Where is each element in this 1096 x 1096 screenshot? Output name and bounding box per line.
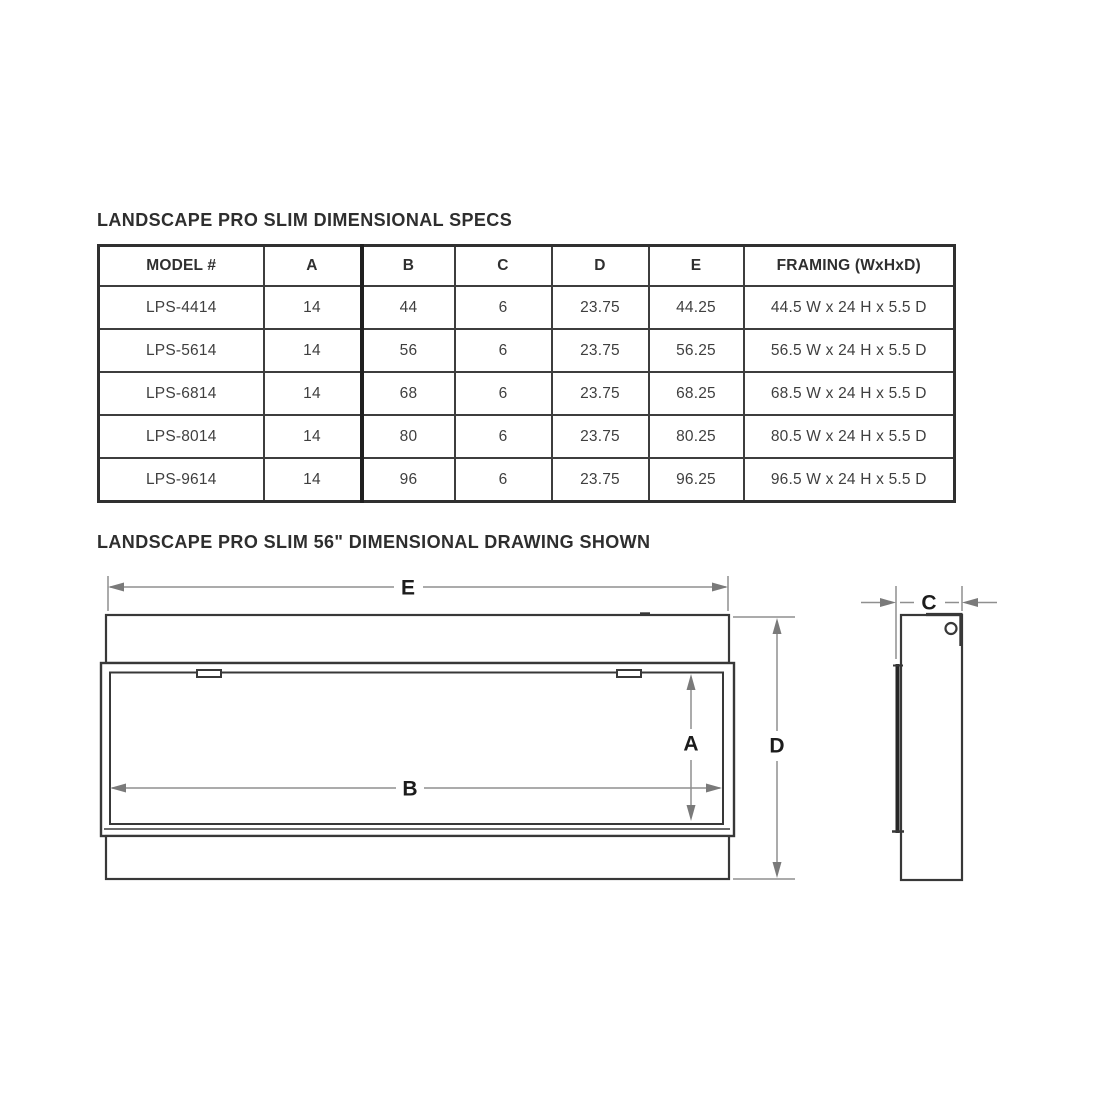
cell-framing: 56.5 W x 24 H x 5.5 D	[744, 329, 955, 372]
clip-left	[197, 670, 221, 677]
arrowhead-right	[712, 583, 728, 592]
cell-model: LPS-5614	[99, 329, 264, 372]
bottom-chassis-band	[106, 836, 729, 879]
column-header-e: E	[649, 246, 744, 287]
dim-label-e: E	[400, 576, 416, 600]
cell-d: 23.75	[552, 286, 649, 329]
specs-title: LANDSCAPE PRO SLIM DIMENSIONAL SPECS	[97, 210, 513, 230]
cell-b: 44	[362, 286, 455, 329]
cell-e: 68.25	[649, 372, 744, 415]
cell-c: 6	[455, 415, 552, 458]
column-header-model: MODEL #	[99, 246, 264, 287]
dimension-d	[733, 617, 795, 879]
cell-c: 6	[455, 329, 552, 372]
side-body	[901, 615, 962, 880]
bezel-frame	[101, 663, 734, 836]
column-header-a: A	[264, 246, 362, 287]
arrowhead-up	[773, 618, 782, 634]
cell-c: 6	[455, 458, 552, 502]
dimension-e	[108, 576, 728, 611]
cell-e: 80.25	[649, 415, 744, 458]
mounting-hole	[946, 623, 957, 634]
cell-c: 6	[455, 286, 552, 329]
cell-framing: 44.5 W x 24 H x 5.5 D	[744, 286, 955, 329]
column-header-framing: FRAMING (WxHxD)	[744, 246, 955, 287]
arrowhead-right	[880, 598, 896, 607]
arrowhead-left	[108, 583, 124, 592]
cell-a: 14	[264, 286, 362, 329]
clip-right	[617, 670, 641, 677]
column-header-d: D	[552, 246, 649, 287]
cell-d: 23.75	[552, 415, 649, 458]
cell-b: 56	[362, 329, 455, 372]
cell-framing: 96.5 W x 24 H x 5.5 D	[744, 458, 955, 502]
cell-a: 14	[264, 372, 362, 415]
dim-label-b: B	[402, 777, 418, 801]
arrowhead-down	[773, 862, 782, 878]
cell-e: 96.25	[649, 458, 744, 502]
front-view	[101, 614, 734, 879]
cell-b: 80	[362, 415, 455, 458]
cell-model: LPS-8014	[99, 415, 264, 458]
top-chassis-band	[106, 615, 729, 663]
cell-framing: 80.5 W x 24 H x 5.5 D	[744, 415, 955, 458]
side-view	[892, 615, 962, 881]
cell-e: 44.25	[649, 286, 744, 329]
cell-d: 23.75	[552, 372, 649, 415]
dim-label-c: C	[921, 591, 937, 615]
cell-framing: 68.5 W x 24 H x 5.5 D	[744, 372, 955, 415]
column-header-c: C	[455, 246, 552, 287]
cell-b: 68	[362, 372, 455, 415]
cell-d: 23.75	[552, 458, 649, 502]
column-header-b: B	[362, 246, 455, 287]
cell-model: LPS-4414	[99, 286, 264, 329]
cell-model: LPS-6814	[99, 372, 264, 415]
cell-a: 14	[264, 329, 362, 372]
dim-label-a: A	[683, 732, 699, 756]
arrowhead-left	[962, 598, 978, 607]
cell-d: 23.75	[552, 329, 649, 372]
cell-c: 6	[455, 372, 552, 415]
cell-model: LPS-9614	[99, 458, 264, 502]
dim-label-d: D	[769, 734, 785, 758]
cell-b: 96	[362, 458, 455, 502]
cell-e: 56.25	[649, 329, 744, 372]
cell-a: 14	[264, 415, 362, 458]
cell-a: 14	[264, 458, 362, 502]
drawing-title: LANDSCAPE PRO SLIM 56" DIMENSIONAL DRAWING SHOWN	[97, 532, 651, 552]
